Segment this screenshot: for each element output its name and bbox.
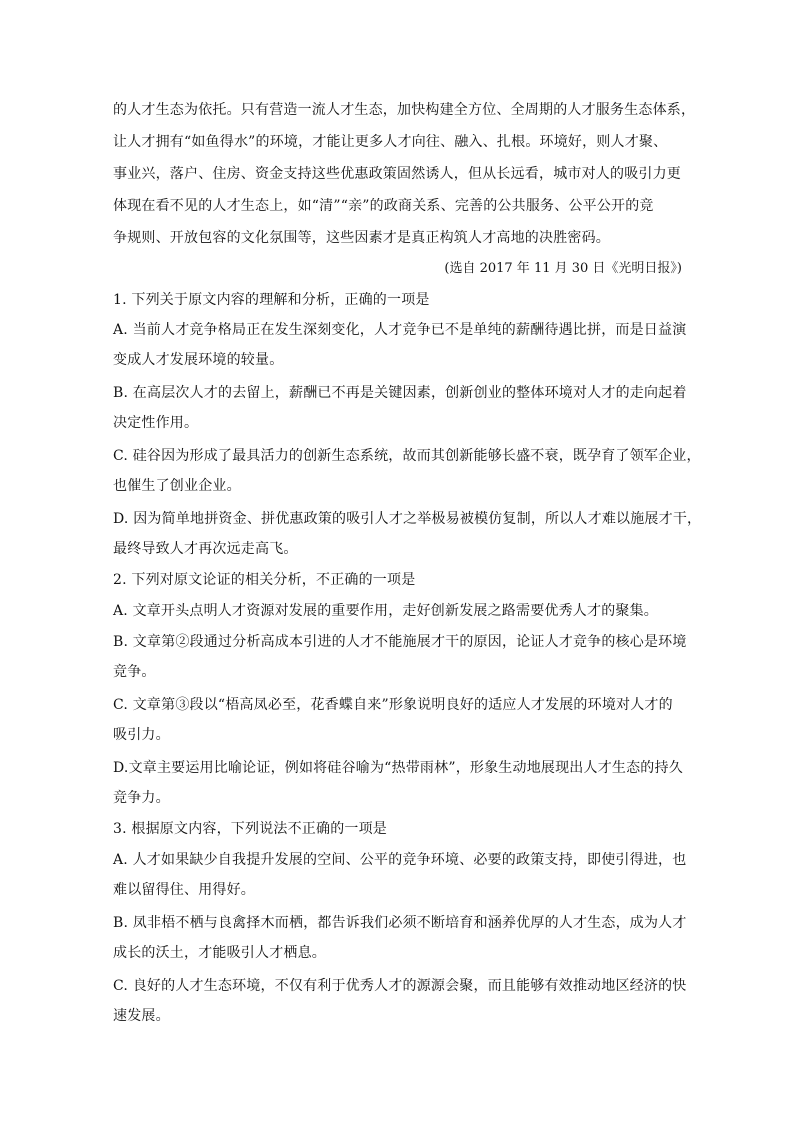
option-line: A. 当前人才竞争格局正在发生深刻变化，人才竞争已不是单纯的薪酬待遇比拼，而是日益演 [113,322,687,338]
question-stem: 3. 根据原文内容，下列说法不正确的一项是 [113,821,388,837]
option-line: C. 硅谷因为形成了最具活力的创新生态系统，故而其创新能够长盛不衰，既孕育了领军企业， [113,448,701,464]
option-line: 难以留得住、用得好。 [113,882,255,898]
option-line: B. 在高层次人才的去留上，薪酬已不再是关键因素，创新创业的整体环境对人才的走向起着 [113,385,687,401]
passage-line: 争规则、开放包容的文化氛围等，这些因素才是真正构筑人才高地的决胜密码。 [113,230,610,246]
option-line: B. 文章第②段通过分析高成本引进的人才不能施展才干的原因，论证人才竞争的核心是环境 [113,634,687,650]
option-line: 成长的沃土，才能吸引人才栖息。 [113,945,326,961]
question-stem: 2. 下列对原文论证的相关分析，不正确的一项是 [113,572,416,588]
option-line: 决定性作用。 [113,415,199,431]
option-line: D.文章主要运用比喻论证，例如将硅谷喻为“热带雨林”，形象生动地展现出人才生态的持久 [113,760,683,776]
option-line: 竞争力。 [113,790,170,806]
passage-line: 体现在看不见的人才生态上，如“清”“亲”的政商关系、完善的公共服务、公平公开的竞 [113,198,654,214]
question-stem: 1. 下列关于原文内容的理解和分析，正确的一项是 [113,292,430,308]
option-line: 竞争。 [113,664,156,680]
option-line: C. 文章第③段以“梧高凤必至，花香蝶自来”形象说明良好的适应人才发展的环境对人才的 [113,697,673,713]
option-line: 吸引力。 [113,727,170,743]
option-line: 也催生了创业企业。 [113,478,241,494]
option-line: A. 文章开头点明人才资源对发展的重要作用，走好创新发展之路需要优秀人才的聚集。 [113,603,659,619]
option-line: B. 凤非梧不栖与良禽择木而栖，都告诉我们必须不断培育和涵养优厚的人才生态，成为人才 [113,915,687,931]
option-line: D. 因为简单地拼资金、拼优惠政策的吸引人才之举极易被模仿复制，所以人才难以施展才干， [113,511,702,527]
passage-line: 让人才拥有“如鱼得水”的环境，才能让更多人才向往、融入、扎根。环境好，则人才聚、 [113,134,668,150]
passage-line: 的人才生态为依托。只有营造一流人才生态，加快构建全方位、全周期的人才服务生态体系， [113,102,696,118]
source-citation: (选自 2017 年 11 月 30 日《光明日报》) [444,261,682,276]
option-line: 变成人才发展环境的较量。 [113,352,284,368]
option-line: A. 人才如果缺少自我提升发展的空间、公平的竞争环境、必要的政策支持，即使引得进，也 [113,852,687,868]
option-line: 最终导致人才再次远走高飞。 [113,541,298,557]
passage-line: 事业兴，落户、住房、资金支持这些优惠政策固然诱人，但从长远看，城市对人的吸引力更 [113,166,681,182]
option-line: 速发展。 [113,1008,170,1024]
option-line: C. 良好的人才生态环境，不仅有利于优秀人才的源源会聚，而且能够有效推动地区经济的快 [113,978,687,994]
